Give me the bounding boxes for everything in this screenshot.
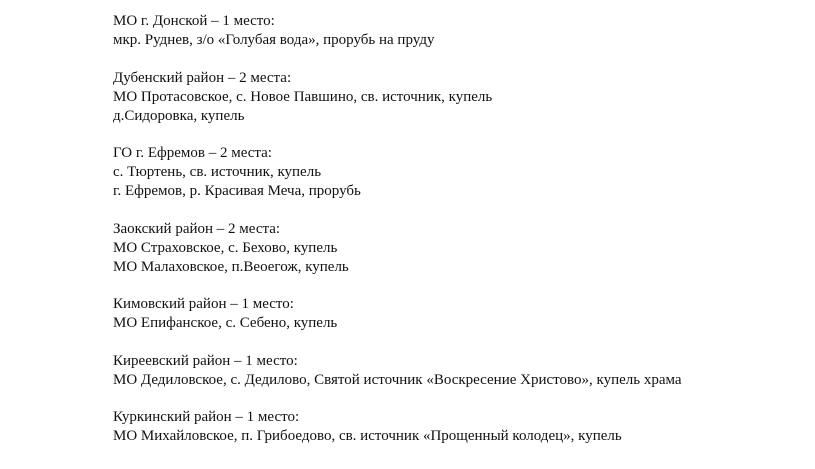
location-line: МО Малаховское, п.Веоегож, купель [113, 258, 349, 275]
location-line: МО Михайловское, п. Грибоедово, св. источник «Прощенный колодец», купель [113, 428, 622, 444]
location-line: МО Страховское, с. Бехово, купель [113, 239, 338, 256]
section-heading: ГО г. Ефремов – 2 места: [113, 145, 272, 161]
section-kurkinsky [113, 408, 803, 446]
location-line: мкр. Руднев, з/о «Голубая вода», прорубь на пруду [113, 32, 435, 48]
section-donskoy [113, 12, 803, 50]
section-dubensky [113, 69, 803, 126]
location-line: МО Епифанское, с. Себено, купель [113, 315, 338, 331]
section-efremov [113, 144, 803, 201]
section-heading: МО г. Донской – 1 место: [113, 13, 275, 29]
section-heading: Кимовский район – 1 место: [113, 296, 294, 312]
section-kireevsky [113, 352, 803, 390]
section-heading: Заокский район – 2 места: [113, 220, 281, 237]
location-line: МО Дедиловское, с. Дедилово, Святой источник «Воскресение Христово», купель храма [113, 371, 682, 388]
section-heading: Дубенский район – 2 места: [113, 69, 292, 86]
location-line: д.Сидоровка, купель [113, 107, 245, 124]
document-body [113, 12, 803, 465]
section-zaoksky [113, 220, 803, 277]
location-line: г. Ефремов, р. Красивая Меча, прорубь [113, 183, 361, 199]
section-heading: Киреевский район – 1 место: [113, 352, 298, 369]
location-line: МО Протасовское, с. Новое Павшино, св. источник, купель [113, 88, 493, 105]
section-heading: Куркинский район – 1 место: [113, 409, 300, 425]
section-kimovsky [113, 295, 803, 333]
location-line: с. Тюртень, св. источник, купель [113, 164, 322, 180]
